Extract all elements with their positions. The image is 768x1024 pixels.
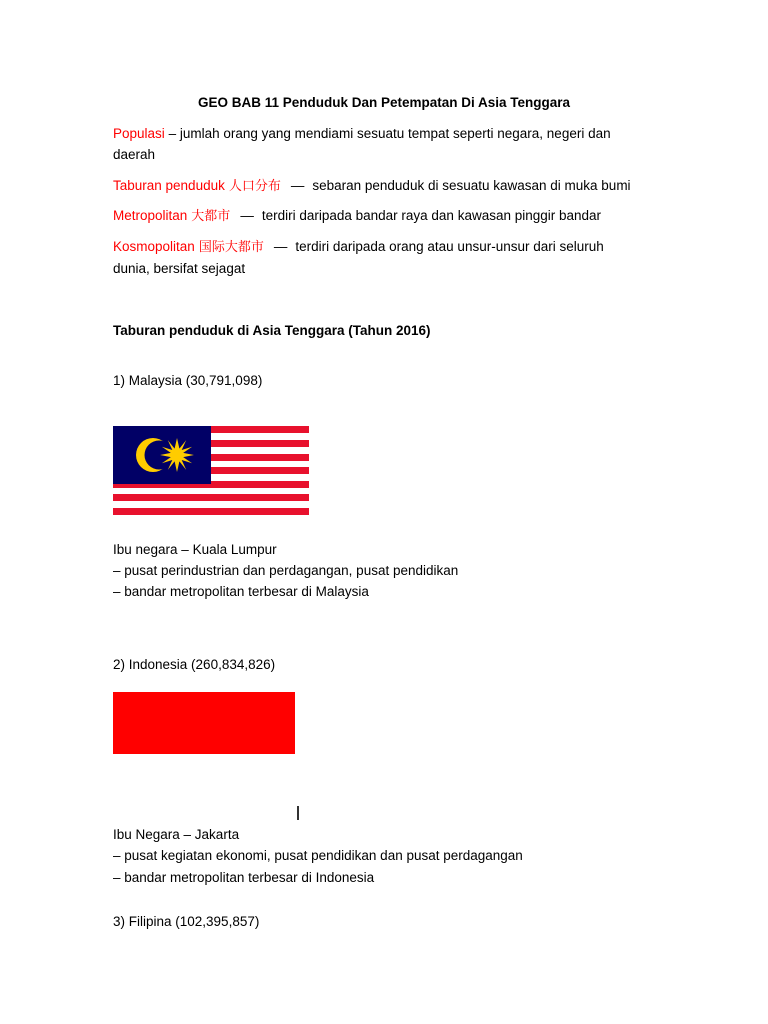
malaysia-flag-icon [113, 426, 309, 522]
country-heading-malaysia: 1) Malaysia (30,791,098) [113, 373, 263, 388]
definition-separator: – [168, 126, 177, 141]
definition-metropolitan [113, 205, 601, 227]
country-heading-indonesia: 2) Indonesia (260,834,826) [113, 657, 276, 672]
detail-line-indonesia-2: – bandar metropolitan terbesar di Indonesia [113, 870, 375, 885]
detail-line-malaysia-1: – pusat perindustrian dan perdagangan, pusat pendidikan [113, 563, 459, 578]
definition-term: Kosmopolitan [113, 239, 195, 254]
definition-text: terdiri daripada bandar raya dan kawasan pinggir bandar [261, 208, 602, 223]
definition-chinese: 人口分布 [228, 179, 281, 194]
definition-separator: — [240, 208, 254, 223]
definition-separator: — [290, 178, 305, 193]
page-title: GEO BAB 11 Penduduk Dan Petempatan Di Asia Tenggara [197, 95, 571, 110]
detail-line-indonesia-1: – pusat kegiatan ekonomi, pusat pendidikan dan pusat perdagangan [113, 848, 523, 863]
definition-chinese: 大都市 [191, 209, 231, 224]
definition-text: sebaran penduduk di sesuatu kawasan di muka bumi [312, 178, 631, 193]
definition-text-cont: dunia, bersifat sejagat [113, 261, 246, 276]
indonesia-flag-icon [113, 692, 295, 754]
definition-text-cont: daerah [113, 147, 156, 162]
definition-populasi [113, 123, 673, 165]
country-heading-filipina: 3) Filipina (102,395,857) [113, 914, 260, 929]
capital-line-indonesia: Ibu Negara – Jakarta [113, 827, 240, 842]
definition-text: jumlah orang yang mendiami sesuatu tempat seperti negara, negeri dan [179, 126, 611, 141]
capital-line-malaysia: Ibu negara – Kuala Lumpur [113, 542, 277, 557]
definition-term: Populasi [113, 126, 165, 141]
definition-separator: — [273, 239, 288, 254]
section-heading: Taburan penduduk di Asia Tenggara (Tahun 2016) [113, 323, 431, 338]
definition-chinese: 国际大都市 [198, 240, 264, 255]
definition-taburan-penduduk [113, 175, 631, 197]
definition-term: Taburan penduduk [113, 178, 225, 193]
definition-text: terdiri daripada orang atau unsur-unsur dari seluruh [295, 239, 604, 254]
detail-line-malaysia-2: – bandar metropolitan terbesar di Malaysia [113, 584, 369, 599]
definition-term: Metropolitan [113, 208, 188, 223]
definition-kosmopolitan [113, 236, 673, 279]
text-cursor [297, 806, 299, 820]
